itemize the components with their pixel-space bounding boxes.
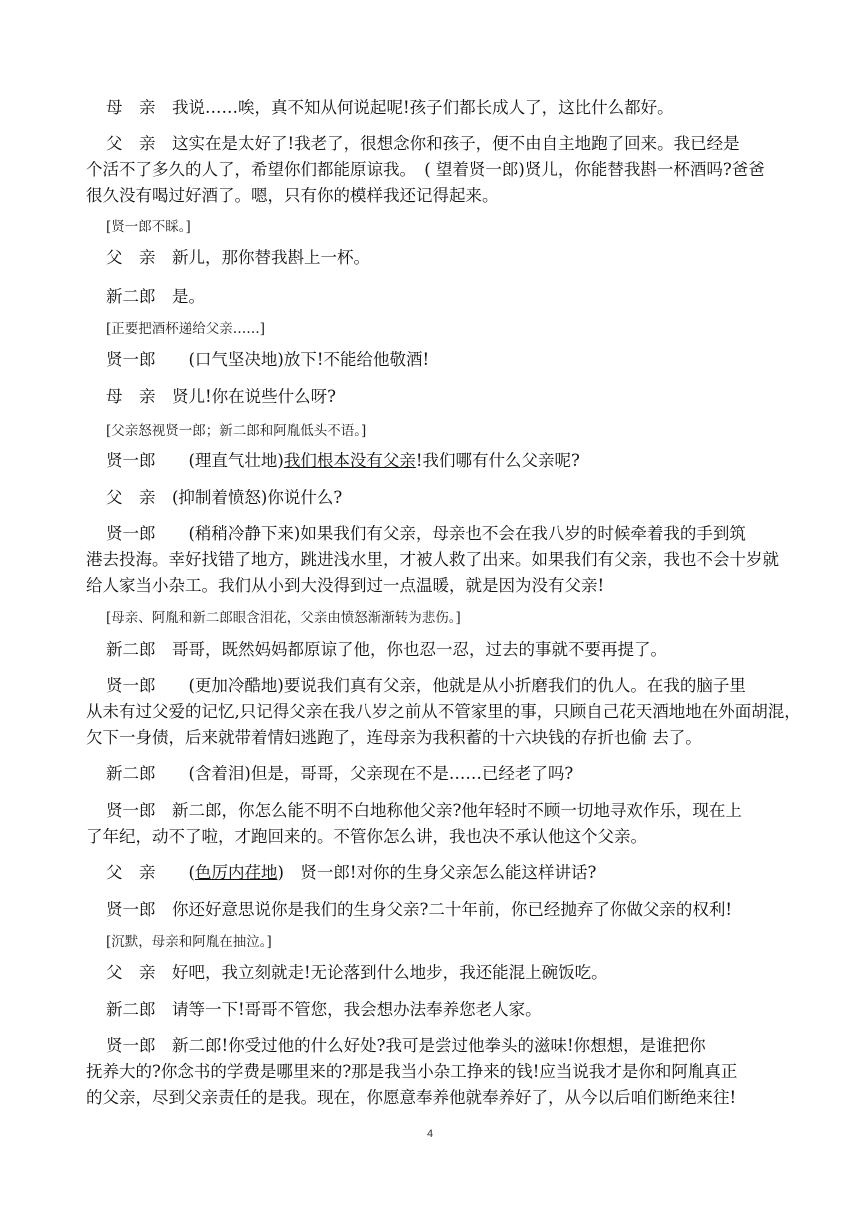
page-number: 4: [426, 1128, 434, 1140]
dialogue-line: 母 亲 我说……唉，真不知从何说起呢!孩子们都长成人了，这比什么都好。: [106, 98, 674, 117]
stage-direction: [母亲、阿胤和新二郎眼含泪花，父亲由愤怒渐渐转为悲伤。]: [106, 610, 461, 626]
dialogue-text: 父 亲 (: [106, 863, 195, 882]
dialogue-text: ) 贤一郎!对你的生身父亲怎么能这样讲话?: [277, 863, 597, 882]
dialogue-line: 很久没有喝过好酒了。嗯，只有你的模样我还记得起来。: [86, 186, 499, 205]
dialogue-line: 的父亲，尽到父亲责任的是我。现在，你愿意奉养他就奉养好了，从今以后咱们断绝来往!: [86, 1088, 737, 1107]
stage-direction: [正要把酒杯递给父亲……]: [106, 321, 266, 337]
dialogue-line: 贤一郎 (口气坚决地)放下!不能给他敬酒!: [106, 350, 430, 369]
dialogue-text: !我们哪有什么父亲呢?: [415, 451, 580, 470]
stage-direction: [父亲怒视贤一郎；新二郎和阿胤低头不语。]: [106, 423, 367, 439]
dialogue-line: 贤一郎 新二郎，你怎么能不明不白地称他父亲?他年轻时不顾一切地寻欢作乐，现在上: [106, 801, 742, 820]
dialogue-line: 贤一郎 新二郎!你受过他的什么好处?我可是尝过他拳头的滋味!你想想，是谁把你: [106, 1036, 706, 1055]
dialogue-line: 母 亲 贤儿!你在说些什么呀?: [106, 387, 336, 406]
dialogue-line: [106, 447, 806, 475]
dialogue-line: 父 亲 这实在是太好了!我老了，很想念你和孩子，便不由自主地跑了回来。我已经是: [106, 134, 740, 153]
dialogue-line: [106, 859, 806, 887]
dialogue-line: 贤一郎 (更加冷酷地)要说我们真有父亲，他就是从小折磨我们的仇人。在我的脑子里: [106, 676, 746, 695]
dialogue-line: 父 亲 好吧，我立刻就走!无论落到什么地步，我还能混上碗饭吃。: [106, 963, 608, 982]
dialogue-line: 个活不了多久的人了，希望你们都能原谅我。 ( 望着贤一郎)贤儿，你能替我斟一杯酒吗?爸爸: [86, 160, 765, 179]
dialogue-line: 贤一郎 (稍稍冷静下来)如果我们有父亲，母亲也不会在我八岁的时候牵着我的手到筑: [106, 524, 746, 543]
dialogue-text: 贤一郎 (理直气壮地): [106, 451, 284, 470]
dialogue-line: 从未有过父爱的记忆,只记得父亲在我八岁之前从不管家里的事，只顾自己花天酒地地在外面胡混，: [86, 702, 801, 721]
underlined-phrase: 我们根本没有父亲: [283, 451, 416, 470]
dialogue-line: 新二郎 是。: [106, 287, 205, 306]
stage-direction: [贤一郎不睬。]: [106, 219, 191, 235]
dialogue-line: 抚养大的?你念书的学费是哪里来的?那是我当小杂工挣来的钱!应当说我才是你和阿胤真正: [86, 1062, 738, 1081]
dialogue-line: 了年纪，动不了啦，才跑回来的。不管你怎么讲，我也决不承认他这个父亲。: [86, 827, 647, 846]
dialogue-line: 父 亲 新儿，那你替我斟上一杯。: [106, 248, 370, 267]
dialogue-line: 新二郎 哥哥，既然妈妈都原谅了他，你也忍一忍，过去的事就不要再提了。: [106, 640, 667, 659]
dialogue-line: 贤一郎 你还好意思说你是我们的生身父亲?二十年前，你已经抛弃了你做父亲的权利!: [106, 900, 732, 919]
dialogue-line: 欠下一身债，后来就带着情妇逃跑了，连母亲为我积蓄的十六块钱的存折也偷 去了。: [86, 728, 702, 747]
dialogue-line: 港去投海。幸好找错了地方，跳进浅水里，才被人救了出来。如果我们有父亲，我也不会十岁就: [86, 550, 779, 569]
stage-direction: [沉默，母亲和阿胤在抽泣。]: [106, 934, 272, 950]
underlined-phrase: 色厉内荏地: [194, 863, 278, 882]
dialogue-line: 父 亲 (抑制着愤怒)你说什么?: [106, 488, 343, 507]
dialogue-line: 新二郎 (含着泪)但是，哥哥，父亲现在不是……已经老了吗?: [106, 764, 574, 783]
dialogue-line: 给人家当小杂工。我们从小到大没得到过一点温暖，就是因为没有父亲!: [86, 576, 605, 595]
dialogue-line: 新二郎 请等一下!哥哥不管您，我会想办法奉养您老人家。: [106, 1000, 542, 1019]
